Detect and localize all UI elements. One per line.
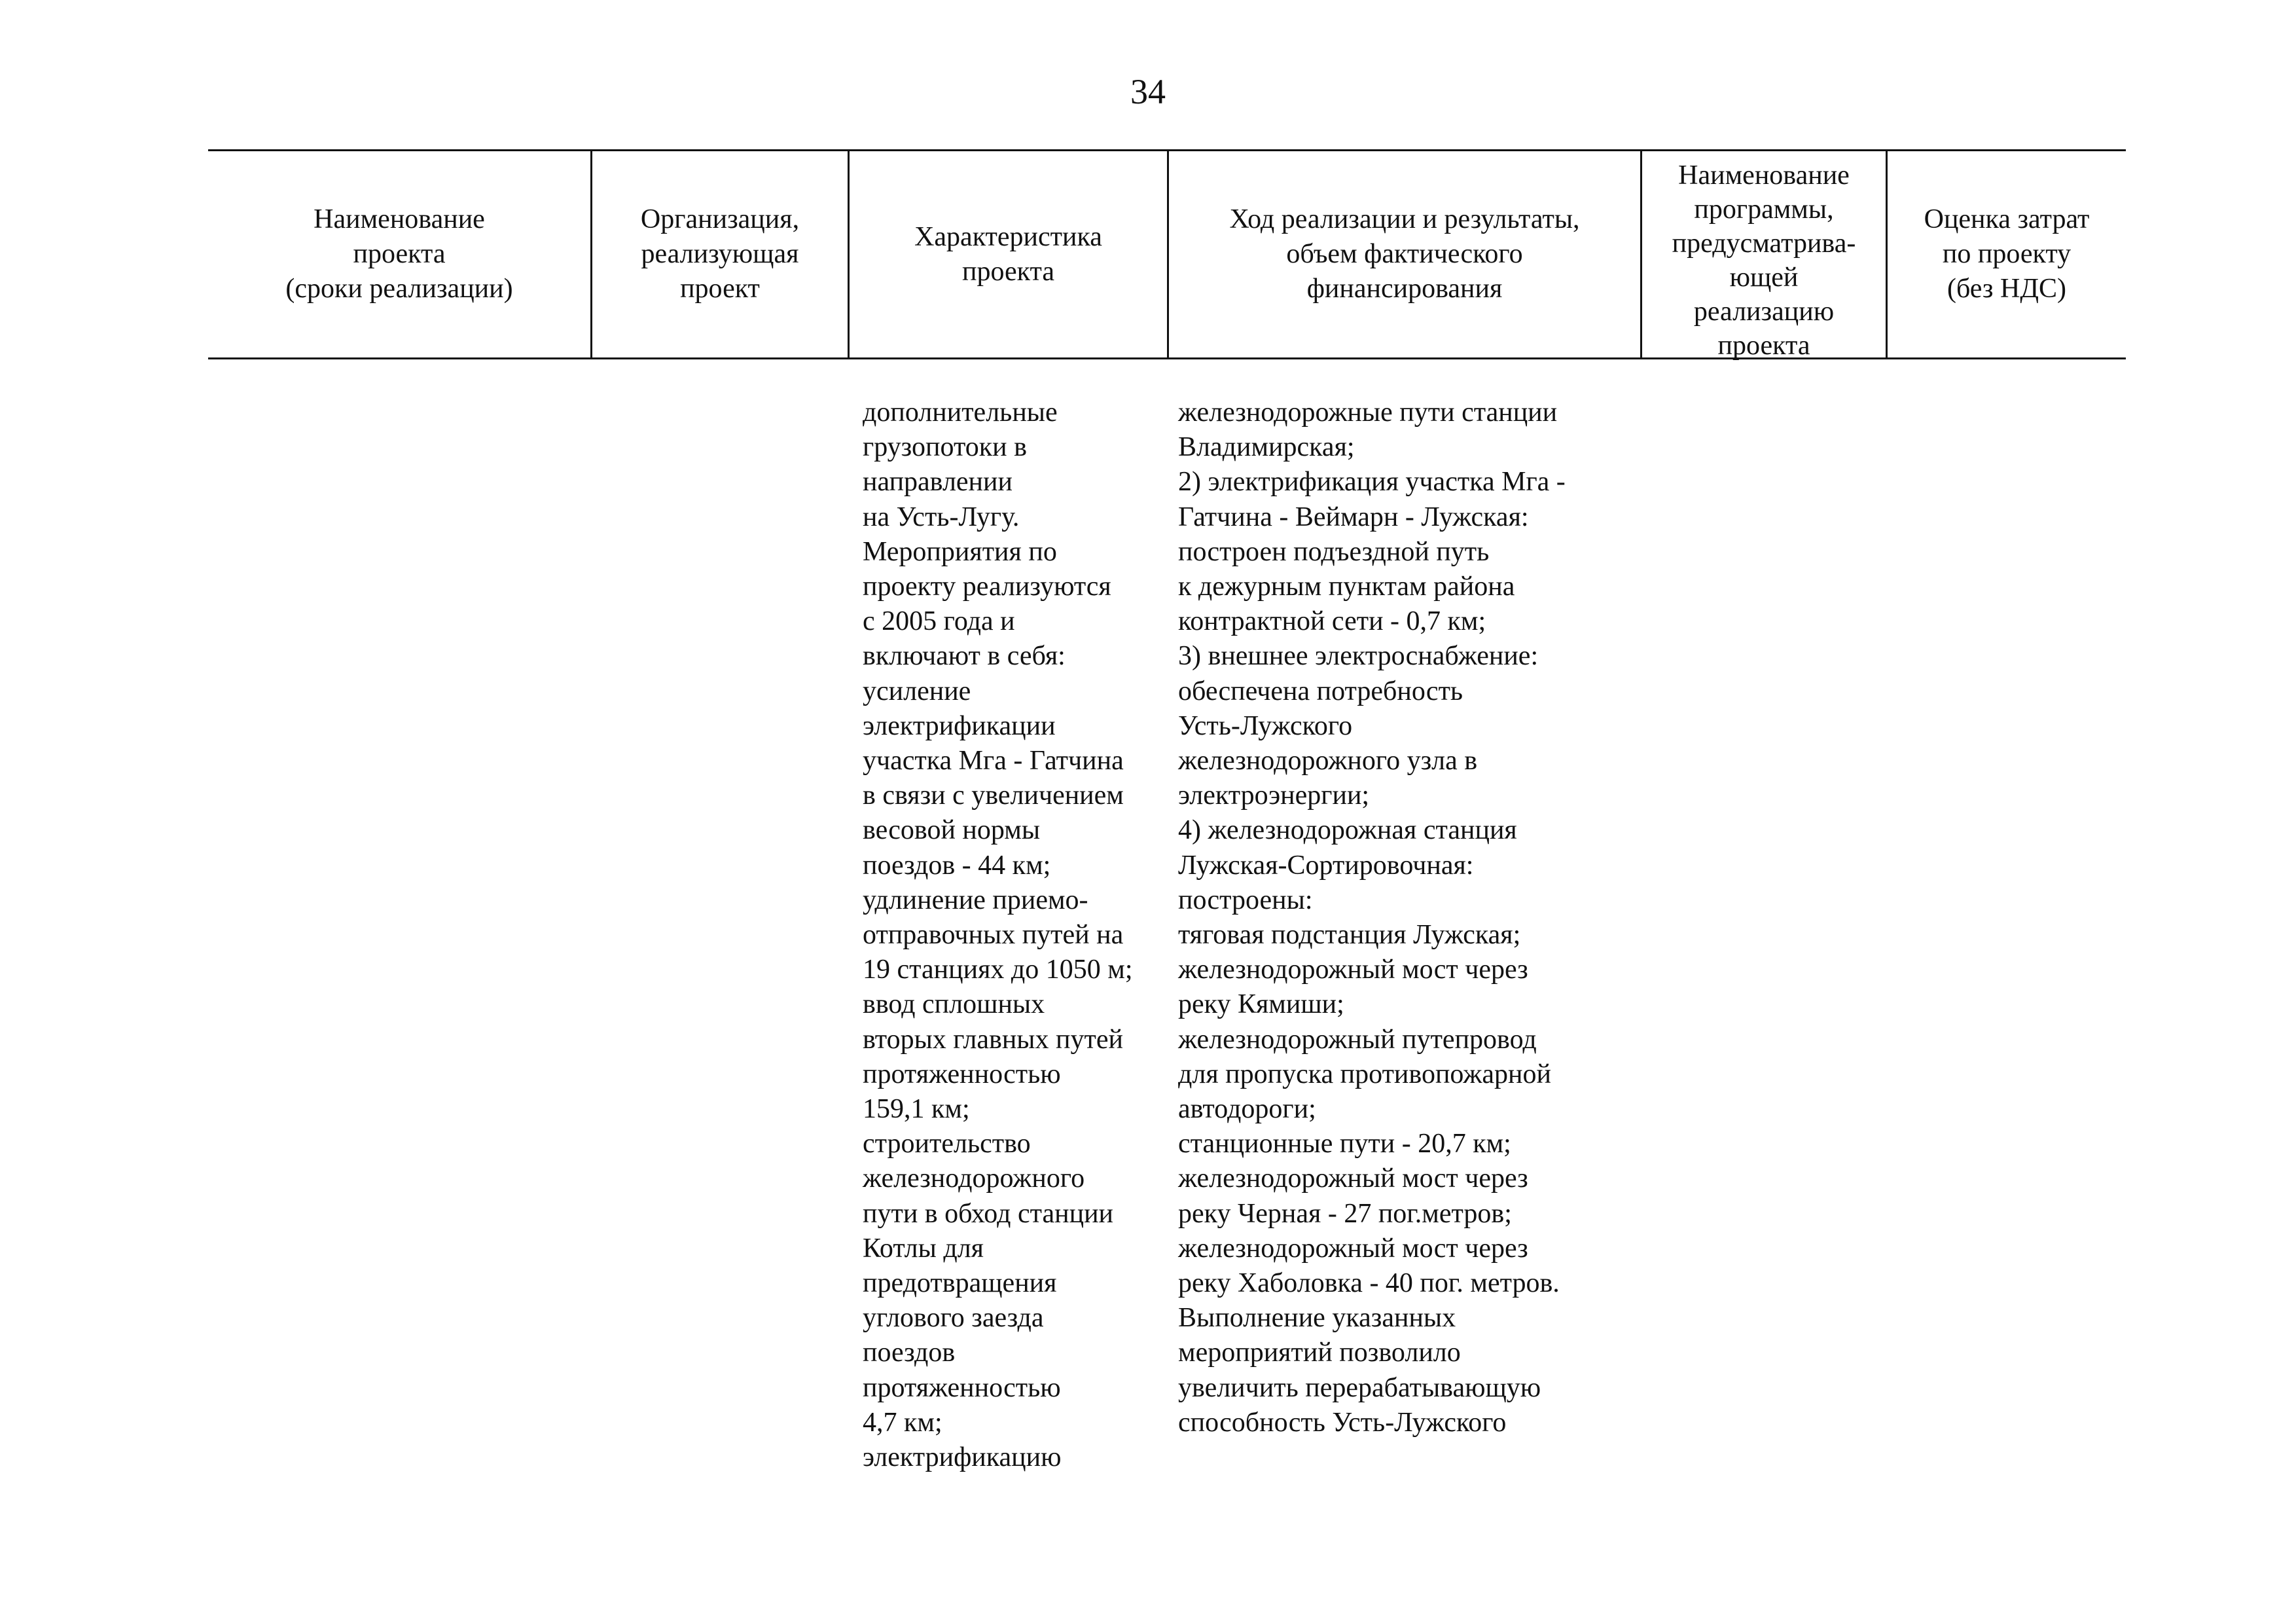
- characteristics-line: грузопотоки в: [863, 432, 1027, 463]
- progress-line: обеспечена потребность: [1178, 676, 1463, 706]
- progress-line: Владимирская;: [1178, 432, 1355, 463]
- characteristics-line: Мероприятия по: [863, 536, 1057, 567]
- characteristics-line: усиление: [863, 676, 971, 706]
- progress-line: к дежурным пунктам района: [1178, 572, 1515, 602]
- progress-column: [1178, 395, 1566, 1440]
- characteristics-line: поездов - 44 км;: [863, 850, 1051, 881]
- header-progress: [1169, 151, 1640, 357]
- progress-line: электроэнергии;: [1178, 780, 1370, 811]
- progress-line: станционные пути - 20,7 км;: [1178, 1129, 1511, 1159]
- progress-line: реку Черная - 27 пог.метров;: [1178, 1198, 1512, 1229]
- characteristics-line: ввод сплошных: [863, 989, 1045, 1020]
- progress-line: железнодорожный мост через: [1178, 955, 1528, 985]
- header-program: [1642, 151, 1886, 361]
- characteristics-line: протяженностью: [863, 1372, 1061, 1403]
- progress-line: мероприятий позволило: [1178, 1338, 1461, 1368]
- progress-line: для пропуска противопожарной: [1178, 1059, 1551, 1089]
- progress-line: 4) железнодорожная станция: [1178, 815, 1517, 846]
- header-progress-text: Ход реализации и результаты, объем фактического финансирования: [1229, 204, 1580, 304]
- header-organization-text: Организация, реализующая проект: [640, 204, 800, 304]
- characteristics-line: включают в себя:: [863, 641, 1066, 672]
- progress-line: автодороги;: [1178, 1094, 1316, 1125]
- characteristics-line: углового заезда: [863, 1303, 1044, 1334]
- progress-line: увеличить перерабатывающую: [1178, 1372, 1541, 1403]
- characteristics-line: пути в обход станции: [863, 1198, 1114, 1229]
- characteristics-line: 19 станциях до 1050 м;: [863, 955, 1133, 985]
- header-project-name-text: Наименование проекта (сроки реализации): [285, 204, 513, 304]
- characteristics-line: протяженностью: [863, 1059, 1061, 1089]
- characteristics-line: поездов: [863, 1338, 956, 1368]
- header-cost-text: Оценка затрат по проекту (без НДС): [1924, 204, 2090, 304]
- characteristics-line: участка Мга - Гатчина: [863, 746, 1124, 776]
- progress-line: железнодорожный мост через: [1178, 1163, 1528, 1194]
- characteristics-line: проекту реализуются: [863, 572, 1111, 602]
- progress-line: способность Усть-Лужского: [1178, 1407, 1507, 1438]
- progress-line: тяговая подстанция Лужская;: [1178, 920, 1521, 951]
- progress-line: построен подъездной путь: [1178, 536, 1490, 567]
- progress-line: железнодорожного узла в: [1178, 746, 1478, 776]
- characteristics-line: на Усть-Лугу.: [863, 501, 1020, 532]
- progress-line: железнодорожный путепровод: [1178, 1024, 1537, 1055]
- progress-line: построены:: [1178, 884, 1313, 915]
- progress-line: железнодорожный мост через: [1178, 1233, 1528, 1264]
- characteristics-line: Котлы для: [863, 1233, 984, 1264]
- progress-line: контрактной сети - 0,7 км;: [1178, 606, 1486, 637]
- characteristics-line: предотвращения: [863, 1268, 1057, 1299]
- progress-line: Выполнение указанных: [1178, 1303, 1456, 1334]
- characteristics-line: строительство: [863, 1129, 1031, 1159]
- characteristics-line: весовой нормы: [863, 815, 1041, 846]
- header-characteristics-text: Характеристика проекта: [914, 221, 1102, 287]
- characteristics-line: удлинение приемо-: [863, 884, 1088, 915]
- progress-line: железнодорожные пути станции: [1178, 397, 1558, 428]
- header-characteristics: [850, 151, 1167, 357]
- progress-line: 2) электрификация участка Мга -: [1178, 467, 1566, 498]
- header-project-name: [208, 151, 590, 357]
- characteristics-line: железнодорожного: [863, 1163, 1085, 1194]
- characteristics-line: электрификации: [863, 710, 1056, 741]
- progress-line: реку Хаболовка - 40 пог. метров.: [1178, 1268, 1560, 1299]
- header-organization: [592, 151, 848, 357]
- progress-line: Гатчина - Веймарн - Лужская:: [1178, 501, 1529, 532]
- characteristics-line: дополнительные: [863, 397, 1058, 428]
- characteristics-line: с 2005 года и: [863, 606, 1015, 637]
- progress-line: 3) внешнее электроснабжение:: [1178, 641, 1539, 672]
- characteristics-column: [863, 395, 1133, 1475]
- characteristics-line: вторых главных путей: [863, 1024, 1123, 1055]
- characteristics-line: 4,7 км;: [863, 1407, 942, 1438]
- characteristics-line: 159,1 км;: [863, 1094, 970, 1125]
- characteristics-line: электрификацию: [863, 1442, 1062, 1473]
- progress-line: Лужская-Сортировочная:: [1178, 850, 1474, 881]
- progress-line: реку Кямиши;: [1178, 989, 1344, 1020]
- characteristics-line: отправочных путей на: [863, 920, 1124, 951]
- characteristics-line: в связи с увеличением: [863, 780, 1124, 811]
- progress-line: Усть-Лужского: [1178, 710, 1353, 741]
- header-cost: [1888, 151, 2126, 357]
- page-number: 34: [1130, 72, 1166, 111]
- characteristics-line: направлении: [863, 467, 1013, 498]
- header-program-text: Наименование программы, предусматрива- ющей реализацию проекта: [1672, 160, 1856, 361]
